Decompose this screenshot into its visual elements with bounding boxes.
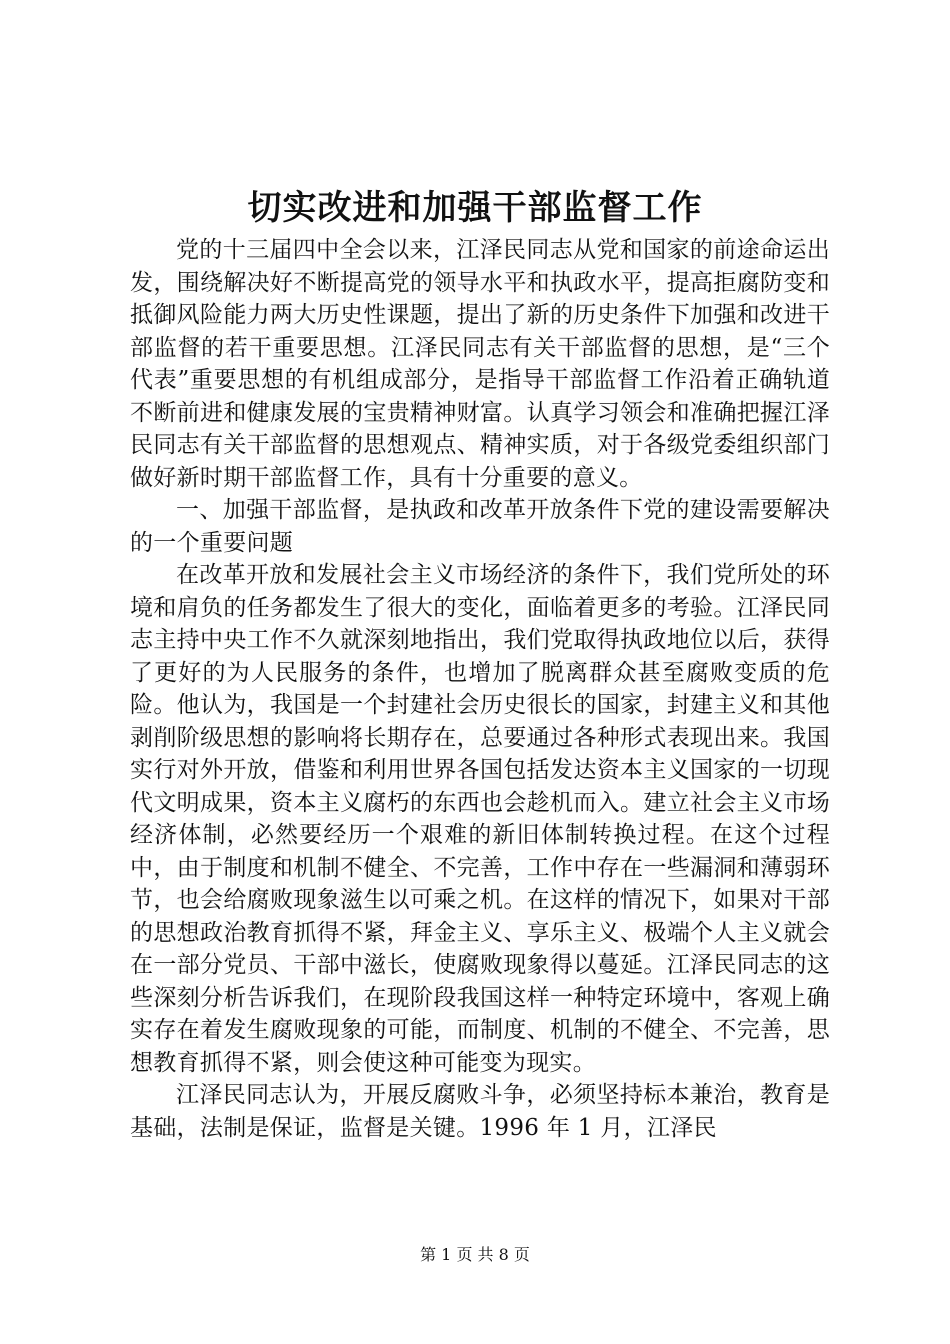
paragraph-continued: 江泽民同志认为，开展反腐败斗争，必须坚持标本兼治，教育是基础，法制是保证，监督是关键。1996 年 1 月，江泽民 (130, 1082, 830, 1141)
section-heading-1: 一、加强干部监督，是执政和改革开放条件下党的建设需要解决的一个重要问题 (130, 497, 830, 556)
paragraph-section-1: 在改革开放和发展社会主义市场经济的条件下，我们党所处的环境和肩负的任务都发生了很大的变化，面临着更多的考验。江泽民同志主持中央工作不久就深刻地指出，我们党取得执政地位以后，获得了更好的为人民服务的条件，也增加了脱离群众甚至腐败变质的危险。他认为，我国是一个封建社会历史很长的国家，封建主义和其他剥削阶级思想的影响将长期存在，总要通过各种形式表现出来。我国实行对外开放，借鉴和利用世界各国包括发达资本主义国家的一切现代文明成果，资本主义腐朽的东西也会趁机而入。建立社会主义市场经济体制，必然要经历一个艰难的新旧体制转换过程。在这个过程中，由于制度和机制不健全、不完善，工作中存在一些漏洞和薄弱环节，也会给腐败现象滋生以可乘之机。在这样的情况下，如果对干部的思想政治教育抓得不紧，拜金主义、享乐主义、极端个人主义就会在一部分党员、干部中滋长，使腐败现象得以蔓延。江泽民同志的这些深刻分析告诉我们，在现阶段我国这样一种特定环境中，客观上确实存在着发生腐败现象的可能，而制度、机制的不健全、不完善，思想教育抓得不紧，则会使这种可能变为现实。 (130, 562, 830, 1076)
document-title: 切实改进和加强干部监督工作 (247, 188, 703, 228)
paragraph-intro: 党的十三届四中全会以来，江泽民同志从党和国家的前途命运出发，围绕解决好不断提高党的领导水平和执政水平，提高拒腐防变和抵御风险能力两大历史性课题，提出了新的历史条件下加强和改进干部监督的若干重要思想。江泽民同志有关干部监督的思想，是“三个代表”重要思想的有机组成部分，是指导干部监督工作沿着正确轨道不断前进和健康发展的宝贵精神财富。认真学习领会和准确把握江泽民同志有关干部监督的思想观点、精神实质，对于各级党委组织部门做好新时期干部监督工作，具有十分重要的意义。 (130, 237, 830, 491)
page-number-footer: 第 1 页 共 8 页 (420, 1245, 530, 1264)
document-body (130, 234, 830, 1144)
